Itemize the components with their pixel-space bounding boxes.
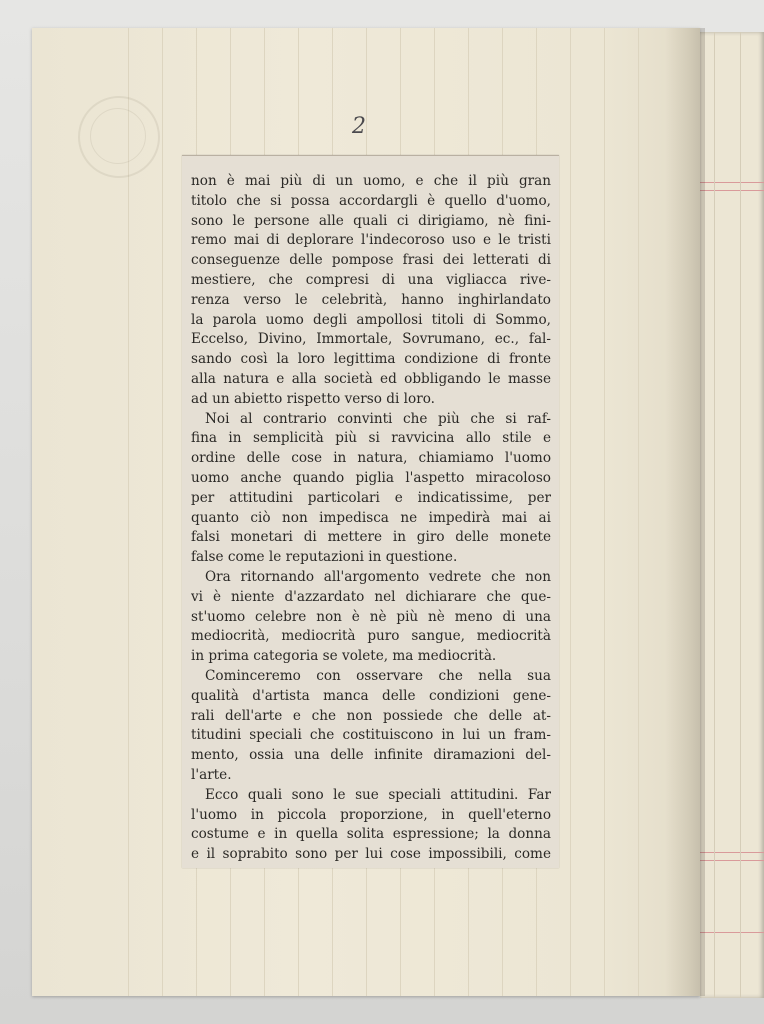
text-line: Cominceremo con osservare che nella sua [205,667,551,684]
newspaper-clipping [182,155,559,868]
text-line: rali dell'arte e che non possiede che delle at- [191,707,551,724]
text-line: falsi monetari di mettere in giro delle monete [191,529,551,546]
text-line: uomo anche quando piglia l'aspetto miracoloso [191,469,551,486]
text-line: costume e in quella solita espressione; la donna [191,826,551,843]
page-fold-shadow [665,28,705,996]
text-line: vi è niente d'azzardato nel dichiarare che que- [191,588,551,605]
text-line: e il soprabito sono per lui cose impossibili, come [191,846,551,863]
facing-page-edge [700,32,764,998]
text-line: ad un abietto rispetto verso di loro. [191,390,435,407]
text-line: Eccelso, Divino, Immortale, Sovrumano, ec., fal- [191,331,551,348]
text-line: non è mai più di un uomo, e che il più gran [191,173,551,189]
text-line: sono le persone alle quali ci dirigiamo, nè fini- [191,212,551,229]
faded-stamp-icon [78,96,160,178]
text-line: remo mai di deplorare l'indecoroso uso e le tristi [191,232,551,249]
clipping-text [191,172,551,865]
text-line: la parola uomo degli ampollosi titoli di Sommo, [191,311,551,328]
text-line: titudini speciali che costituiscono in lui un fram- [191,727,551,744]
text-line: Noi al contrario convinti che più che si raf- [205,410,551,427]
text-line: fina in semplicità più si ravvicina allo stile e [191,430,551,447]
text-line: in prima categoria se volete, ma mediocrità. [191,648,497,665]
text-line: sando così la loro legittima condizione di fronte [191,351,551,368]
text-line: titolo che si possa accordargli è quello d'uomo, [191,192,551,209]
page-number: 2 [352,114,366,139]
text-line: mestiere, che compresi di una vigliacca rive- [191,271,551,288]
text-line: st'uomo celebre non è nè più nè meno di una [191,608,551,625]
text-line: Ecco quali sono le sue speciali attitudini. Far [205,786,551,803]
text-line: l'uomo in piccola proporzione, in quell'eterno [191,806,551,823]
text-line: renza verso le celebrità, hanno inghirlandato [191,291,551,308]
text-line: Ora ritornando all'argomento vedrete che non [205,568,551,585]
text-line: quanto ciò non impedisca ne impedirà mai ai [191,509,551,526]
text-line: alla natura e alla società ed obbligando le masse [191,370,551,387]
text-line: conseguenze delle pompose frasi dei letterati di [191,252,551,269]
text-line: l'arte. [191,766,232,783]
text-line: mento, ossia una delle infinite diramazioni del- [191,747,551,764]
text-line: mediocrità, mediocrità puro sangue, mediocrità [191,628,551,645]
text-line: per attitudini particolari e indicatissime, per [191,489,551,506]
text-line: ordine delle cose in natura, chiamiamo l'uomo [191,450,551,467]
text-line: false come le reputazioni in questione. [191,549,458,566]
text-line: qualità d'artista manca delle condizioni gene- [191,687,551,704]
